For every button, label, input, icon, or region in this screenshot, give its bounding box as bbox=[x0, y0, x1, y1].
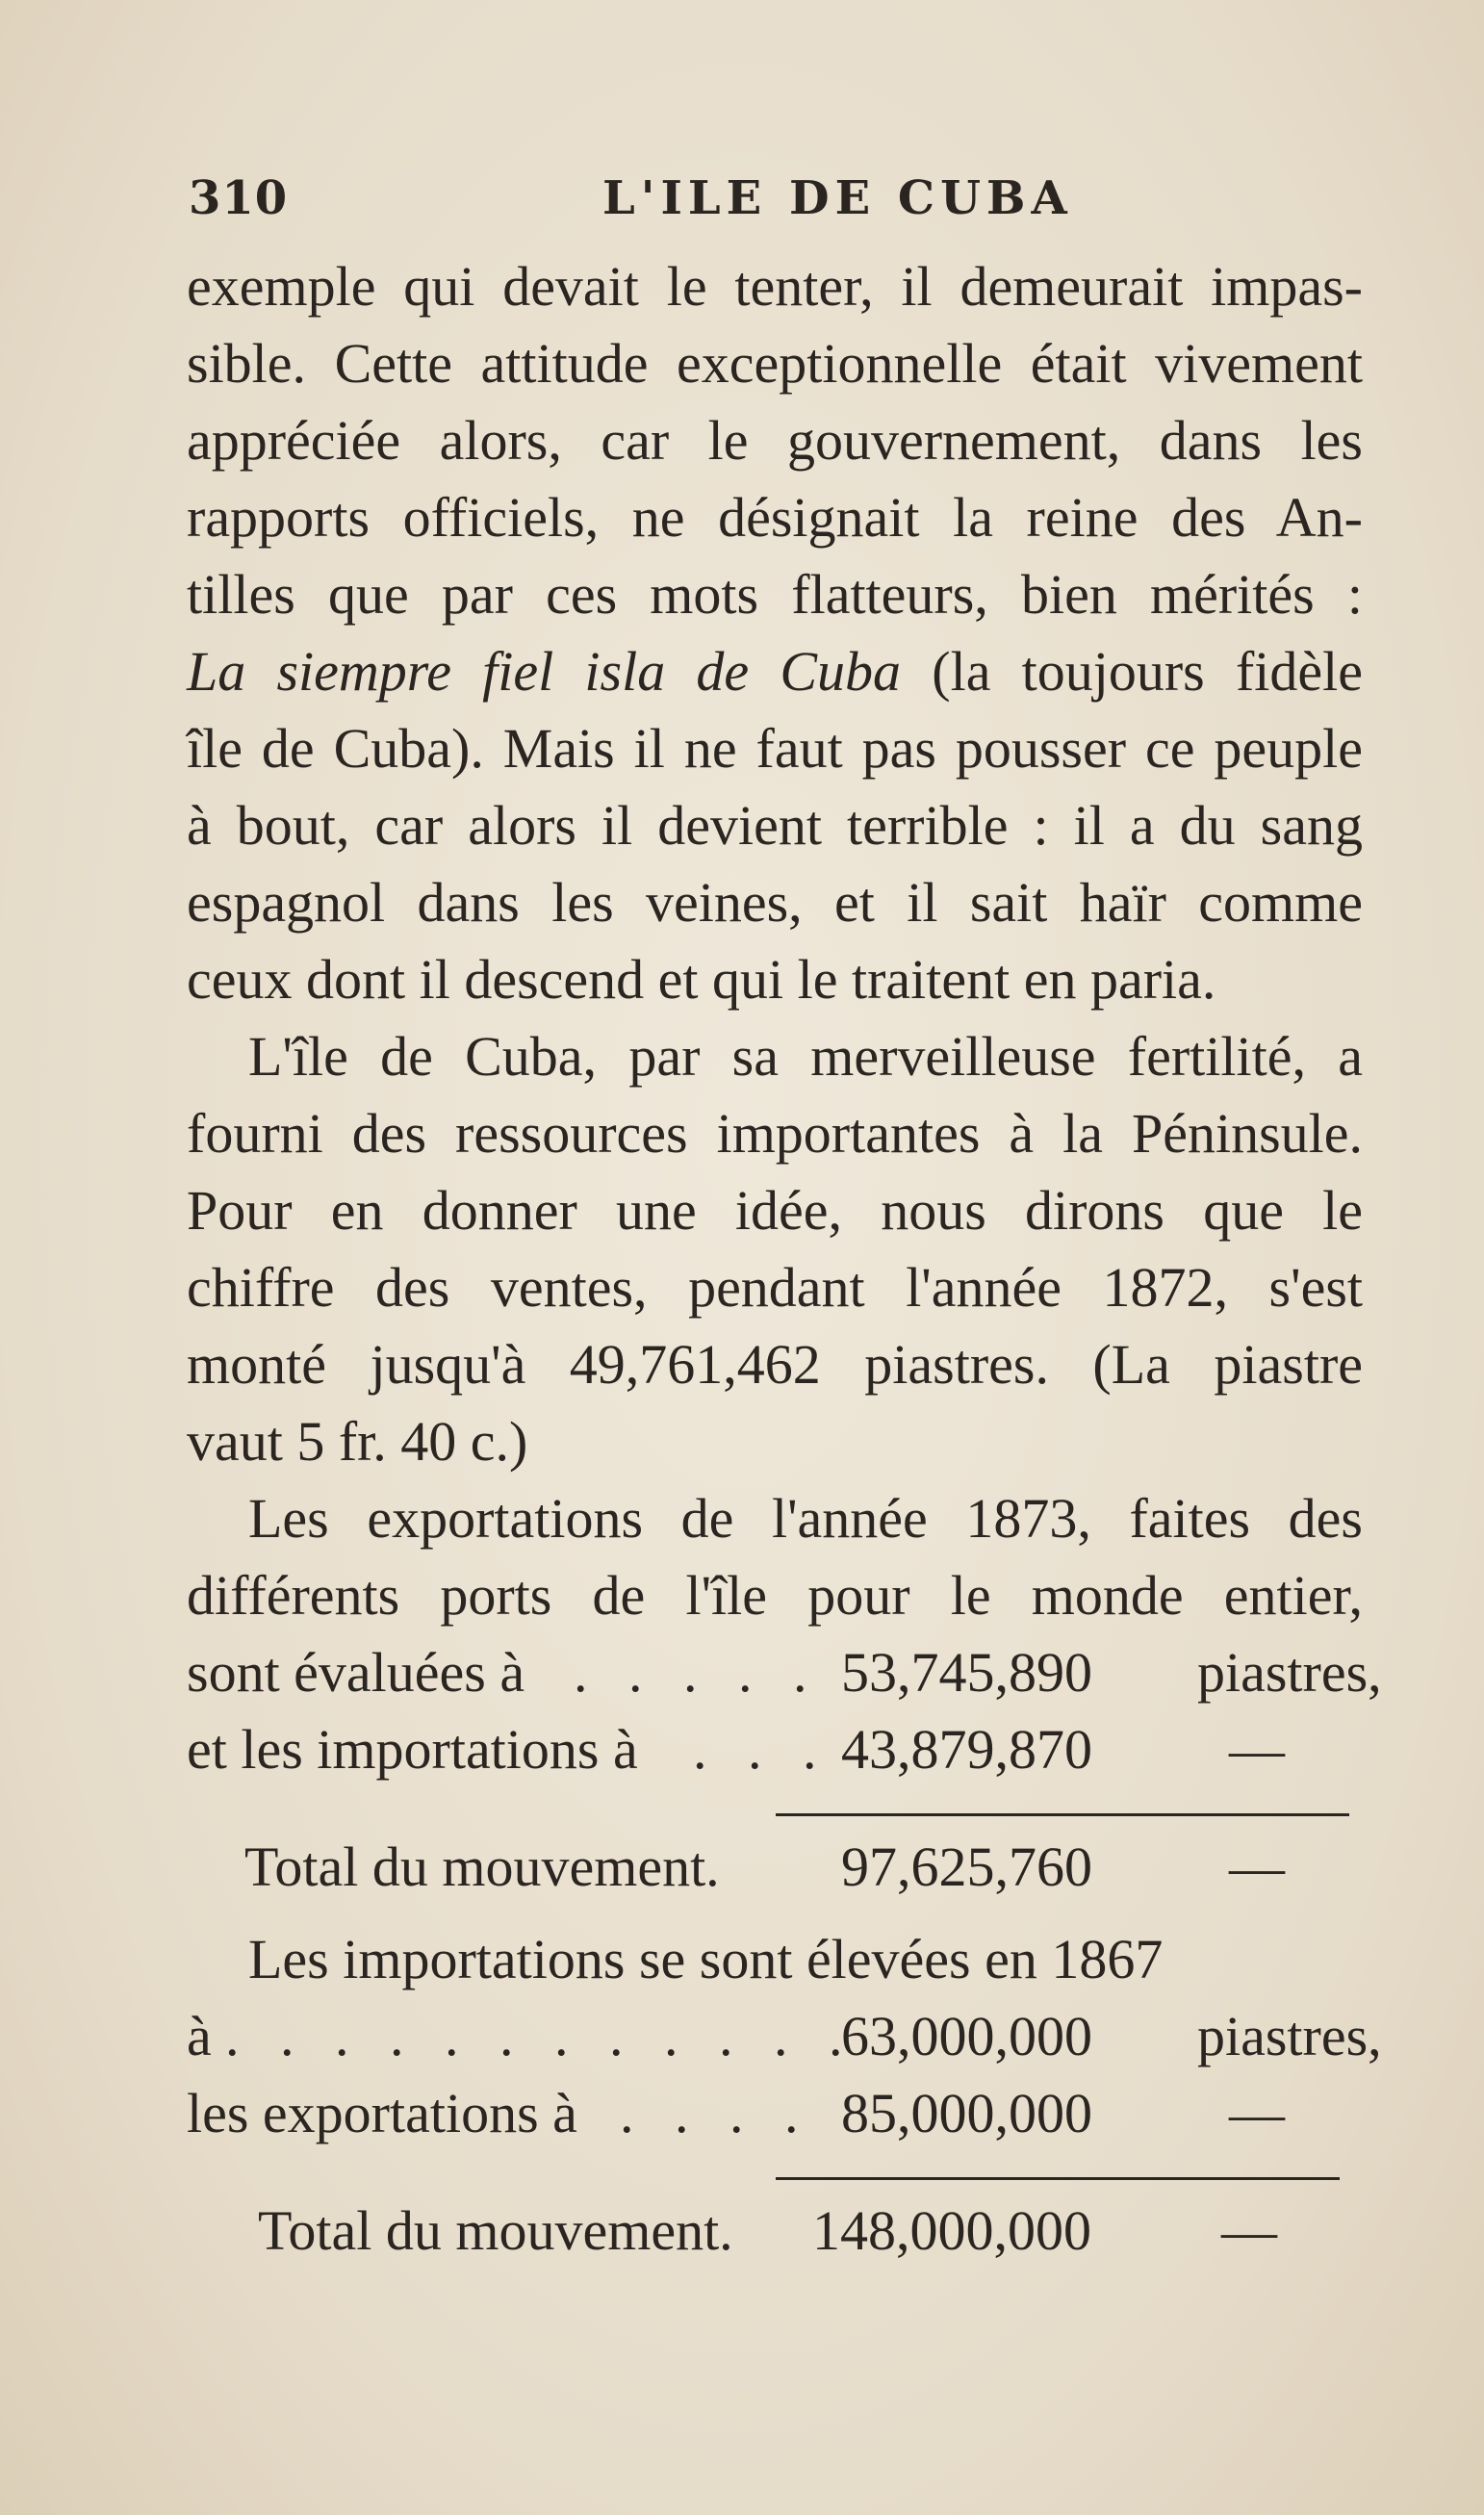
running-title: L'ILE DE CUBA bbox=[602, 171, 1073, 225]
text-line: exemple qui devait le tenter, il demeurait impas- bbox=[187, 255, 1363, 318]
total-rule bbox=[776, 2177, 1340, 2180]
page-number: 310 bbox=[189, 171, 289, 225]
text-line: différents ports de l'île pour le monde entier, bbox=[187, 1564, 1363, 1627]
text-line: à bout, car alors il devient terrible : il a du sang bbox=[187, 794, 1363, 857]
text-line: appréciée alors, car le gouvernement, dans les bbox=[187, 409, 1363, 472]
row-amount: 43,879,870 bbox=[841, 1718, 1092, 1781]
text-line-italic bbox=[187, 633, 1363, 710]
imports-1867-table bbox=[187, 1998, 1382, 2152]
leader-dots: . . . bbox=[693, 1718, 831, 1781]
row-label: et les importations à bbox=[187, 1718, 638, 1781]
total-row bbox=[187, 2193, 1363, 2270]
row-amount: 53,745,890 bbox=[841, 1641, 1092, 1704]
row-label: à bbox=[187, 2005, 212, 2067]
text-line: Les importations se sont élevées en 1867 bbox=[248, 1928, 1164, 1990]
body-text-2 bbox=[187, 1921, 1363, 1998]
ditto-dash: — bbox=[1229, 2082, 1285, 2144]
text-line: sible. Cette attitude exceptionnelle était vivement bbox=[187, 332, 1363, 395]
exports-1873-table bbox=[187, 1634, 1382, 1788]
row-amount: 85,000,000 bbox=[841, 2082, 1092, 2144]
body-text bbox=[187, 248, 1363, 1634]
text-line: chiffre des ventes, pendant l'année 1872, s'est bbox=[187, 1256, 1363, 1319]
exports-1873-total bbox=[187, 1829, 1363, 1906]
leader-dots: . . . . . bbox=[574, 1641, 821, 1704]
leader-dots: . . . . bbox=[620, 2082, 812, 2144]
ditto-dash: — bbox=[1229, 1835, 1285, 1898]
total-amount: 97,625,760 bbox=[841, 1835, 1092, 1898]
text-line: rapports officiels, ne désignait la reine des An- bbox=[187, 486, 1363, 549]
row-amount: 63,000,000 bbox=[841, 2005, 1092, 2067]
text-line: île de Cuba). Mais il ne faut pas pousser ce peuple bbox=[187, 717, 1363, 780]
text-line: tilles que par ces mots flatteurs, bien mérités : bbox=[187, 563, 1363, 626]
text-line: Pour en donner une idée, nous dirons que le bbox=[187, 1179, 1363, 1242]
leader-dots: . . . . . . . . . . . . bbox=[225, 2005, 857, 2067]
italic-tail: (la toujours fidèle bbox=[901, 640, 1363, 703]
text-line: vaut 5 fr. 40 c.) bbox=[187, 1410, 528, 1473]
table-row bbox=[187, 2075, 1363, 2152]
total-row bbox=[187, 1829, 1363, 1906]
row-label: sont évaluées à bbox=[187, 1641, 525, 1704]
row-label: les exportations à bbox=[187, 2082, 577, 2144]
table-row bbox=[187, 1634, 1382, 1711]
text-line: monté jusqu'à 49,761,462 piastres. (La piastre bbox=[187, 1333, 1363, 1396]
text-line: ceux dont il descend et qui le traitent en paria. bbox=[187, 948, 1216, 1011]
text-line: L'île de Cuba, par sa merveilleuse fertilité, a bbox=[248, 1025, 1363, 1088]
imports-1867-total bbox=[187, 2193, 1363, 2270]
total-rule bbox=[776, 1813, 1349, 1816]
text-line: Les exportations de l'année 1873, faites des bbox=[248, 1487, 1363, 1550]
italic-phrase: La siempre fiel isla de Cuba bbox=[187, 640, 902, 703]
ditto-dash: — bbox=[1229, 1718, 1285, 1781]
table-row bbox=[187, 1711, 1363, 1788]
page-header bbox=[189, 171, 1363, 239]
total-label: Total du mouvement. bbox=[258, 2199, 733, 2262]
total-amount: 148,000,000 bbox=[812, 2199, 1091, 2262]
table-row bbox=[187, 1998, 1382, 2075]
ditto-dash: — bbox=[1221, 2199, 1277, 2262]
total-label: Total du mouvement. bbox=[244, 1835, 720, 1898]
text-line: fourni des ressources importantes à la Péninsule. bbox=[187, 1102, 1363, 1165]
row-unit: piastres, bbox=[1197, 1641, 1382, 1704]
text-line: espagnol dans les veines, et il sait haïr comme bbox=[187, 871, 1363, 934]
row-unit: piastres, bbox=[1197, 2005, 1382, 2067]
